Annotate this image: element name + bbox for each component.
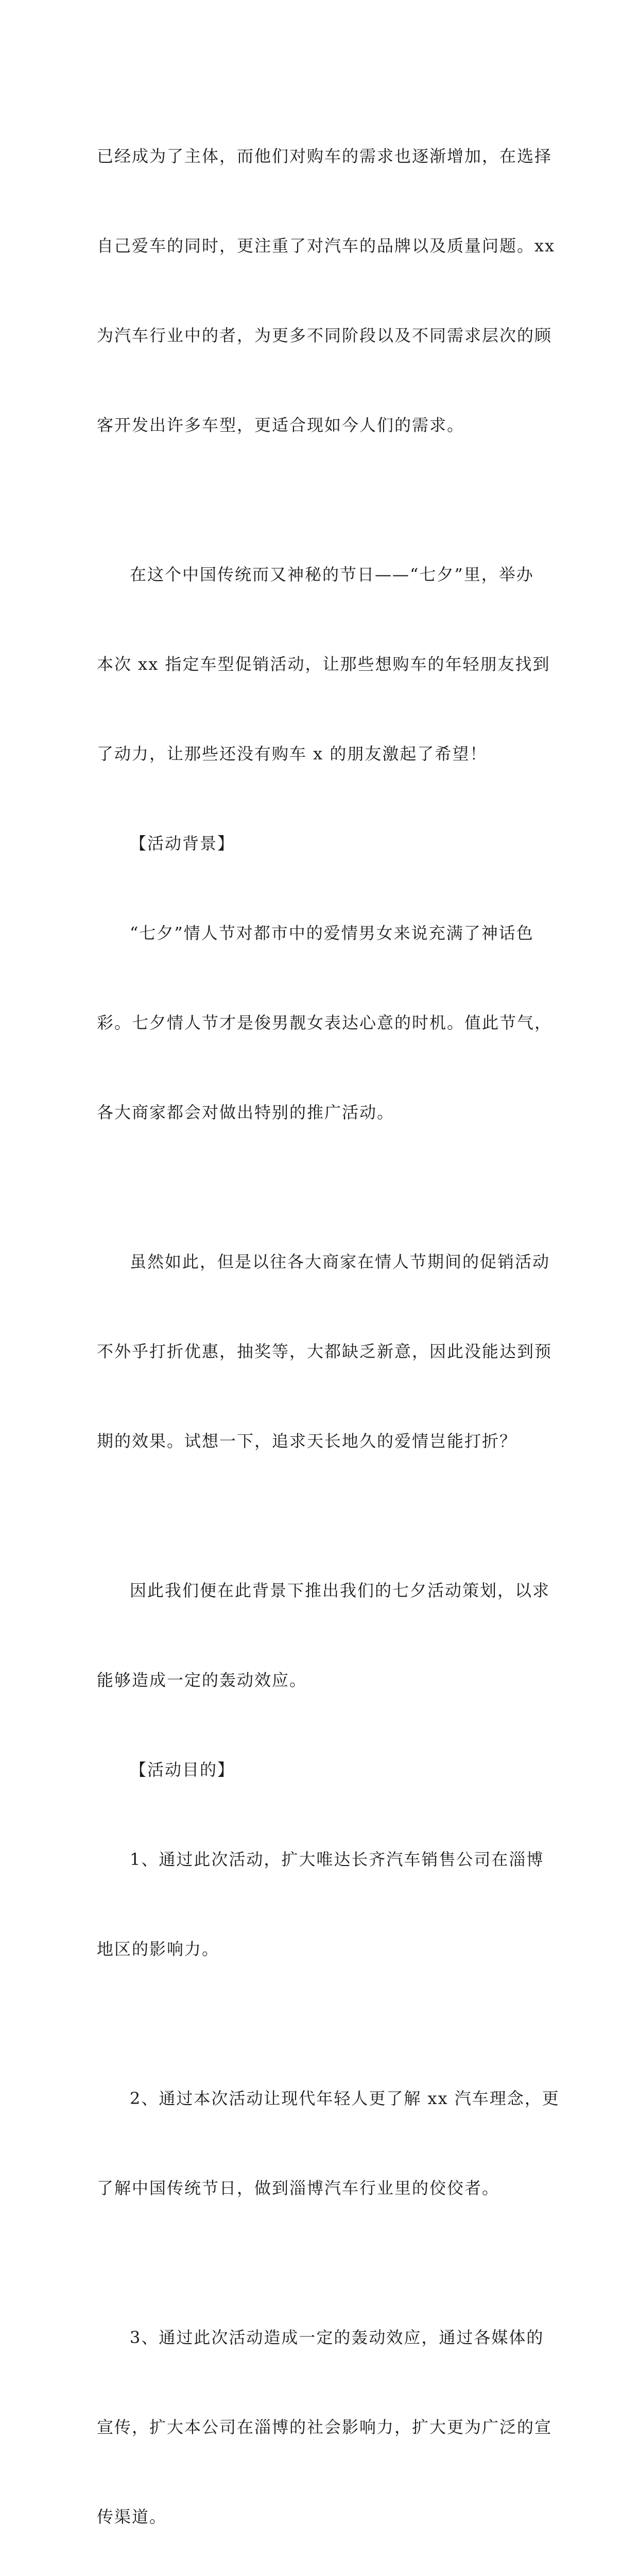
document-page	[97, 81, 560, 2576]
text-line: 本次 xx 指定车型促销活动，让那些想购车的年轻朋友找到	[97, 654, 550, 674]
text-line: 期的效果。试想一下，追求天长地久的爱情岂能打折？	[97, 1431, 517, 1451]
text-line: 能够造成一定的轰动效应。	[97, 1670, 307, 1690]
text-line: 为汽车行业中的者，为更多不同阶段以及不同需求层次的顾	[97, 326, 552, 345]
text-line: 自己爱车的同时，更注重了对汽车的品牌以及质量问题。xx	[97, 236, 556, 256]
text-line: 不外乎打折优惠，抽奖等，大都缺乏新意，因此没能达到预	[97, 1342, 552, 1361]
text-line: 已经成为了主体，而他们对购车的需求也逐渐增加，在选择	[97, 146, 552, 166]
section-heading-background: 【活动背景】	[130, 834, 235, 853]
text-line: 在这个中国传统而又神秘的节日——“七夕”里，举办	[130, 565, 534, 584]
text-line: “七夕”情人节对都市中的爱情男女来说充满了神话色	[130, 923, 534, 943]
text-line: 了动力，让那些还没有购车 x 的朋友激起了希望！	[97, 744, 488, 764]
text-line: 客开发出许多车型，更适合现如今人们的需求。	[97, 415, 465, 435]
text-line: 了解中国传统节日，做到淄博汽车行业里的佼佼者。	[97, 2178, 500, 2198]
paragraph-qixi-promotion	[97, 500, 550, 828]
paragraph-background-2	[97, 1187, 552, 1516]
paragraph-intro	[97, 81, 556, 500]
text-line: 1、通过此次活动，扩大唯达长齐汽车销售公司在淄博	[130, 1850, 544, 1869]
text-line: 虽然如此，但是以往各大商家在情人节期间的促销活动	[130, 1252, 550, 1272]
paragraph-purpose-2	[97, 2024, 560, 2263]
text-line: 宣传，扩大本公司在淄博的社会影响力，扩大更为广泛的宣	[97, 2417, 552, 2437]
text-line: 3、通过此次活动造成一定的轰动效应，通过各媒体的	[130, 2328, 544, 2347]
text-line: 传渠道。	[97, 2507, 167, 2527]
text-line: 地区的影响力。	[97, 1939, 220, 1959]
text-line: 各大商家都会对做出特别的推广活动。	[97, 1103, 395, 1122]
paragraph-background-1	[97, 858, 552, 1187]
paragraph-purpose-1	[97, 1785, 543, 2024]
paragraph-purpose-3	[97, 2263, 552, 2576]
paragraph-background-3	[97, 1516, 550, 1755]
text-line: 2、通过本次活动让现代年轻人更了解 xx 汽车理念，更	[130, 2089, 560, 2108]
text-line: 因此我们便在此背景下推出我们的七夕活动策划，以求	[130, 1581, 550, 1600]
text-line: 彩。七夕情人节才是俊男靓女表达心意的时机。值此节气，	[97, 1013, 552, 1032]
section-heading-purpose: 【活动目的】	[130, 1760, 235, 1780]
